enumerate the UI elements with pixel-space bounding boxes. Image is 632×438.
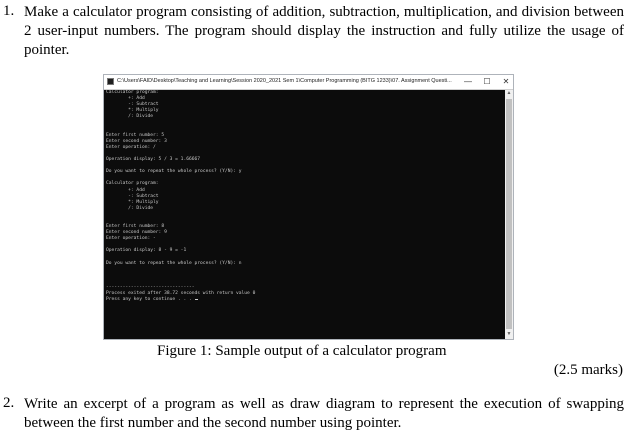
console-line: Enter first number: 5 — [106, 132, 165, 138]
minimize-icon: — — [464, 77, 472, 86]
console-line: Press any key to continue . . . — [106, 297, 504, 303]
window-titlebar — [104, 75, 513, 90]
console-line: -------------------------------- — [106, 285, 195, 290]
console-line: Enter second number: 9 — [106, 230, 167, 236]
console-window-screenshot — [103, 74, 514, 340]
console-line: *: Multiply — [106, 108, 159, 114]
console-line: /: Divide — [106, 114, 154, 120]
marks-label: (2.5 marks) — [553, 362, 623, 378]
console-line: Process exited after 38.72 seconds with return value 0 — [106, 291, 256, 297]
console-line: Calculator program: — [106, 90, 159, 95]
console-line: Operation display: 8 - 9 = -1 — [106, 248, 187, 254]
figure-caption: Figure 1: Sample output of a calculator program — [157, 343, 447, 359]
console-line: Enter operation: / — [106, 144, 156, 150]
text-cursor — [195, 299, 198, 301]
console-line: Do you want to repeat the whole process? (Y/N): y — [106, 169, 242, 175]
console-line: /: Divide — [106, 205, 154, 211]
console-app-icon — [107, 78, 114, 85]
console-scrollbar — [505, 90, 513, 339]
console-line: +: Add — [106, 187, 145, 193]
scroll-down-arrow-icon: ▼ — [506, 332, 512, 337]
console-line: Enter second number: 3 — [106, 138, 167, 144]
scroll-up-arrow-icon: ▲ — [506, 91, 512, 96]
console-line: +: Add — [106, 96, 145, 102]
console-line: Enter operation: - — [106, 236, 156, 242]
close-icon: ✕ — [502, 77, 510, 86]
console-line: -: Subtract — [106, 102, 159, 108]
console-line: -: Subtract — [106, 193, 159, 199]
maximize-icon: ☐ — [483, 77, 491, 86]
question-text: Write an excerpt of a program as well as draw diagram to represent the execution of swapping between the first number and the second number using pointer. — [24, 396, 624, 431]
window-title: C:\Users\FAID\Desktop\Teaching and Learning\Session 2020_2021 Sem 1\Computer Programming (BITG 1233)\07. Assignment Questi... — [117, 78, 452, 84]
console-line: Enter first number: 8 — [106, 224, 165, 230]
question-number: 1. — [3, 3, 15, 19]
console-line: Calculator program: — [106, 181, 159, 187]
console-line: Do you want to repeat the whole process? (Y/N): n — [106, 260, 242, 266]
question-text: Make a calculator program consisting of addition, subtraction, multiplication, and division between 2 user-input numbers. The program should display the instruction and fully utilize the usage of pointer. — [24, 4, 624, 58]
console-line: *: Multiply — [106, 199, 159, 205]
question-number: 2. — [3, 395, 15, 411]
console-output — [106, 90, 504, 339]
console-line: Operation display: 5 / 3 = 1.66667 — [106, 157, 201, 163]
scrollbar-thumb — [506, 99, 512, 329]
